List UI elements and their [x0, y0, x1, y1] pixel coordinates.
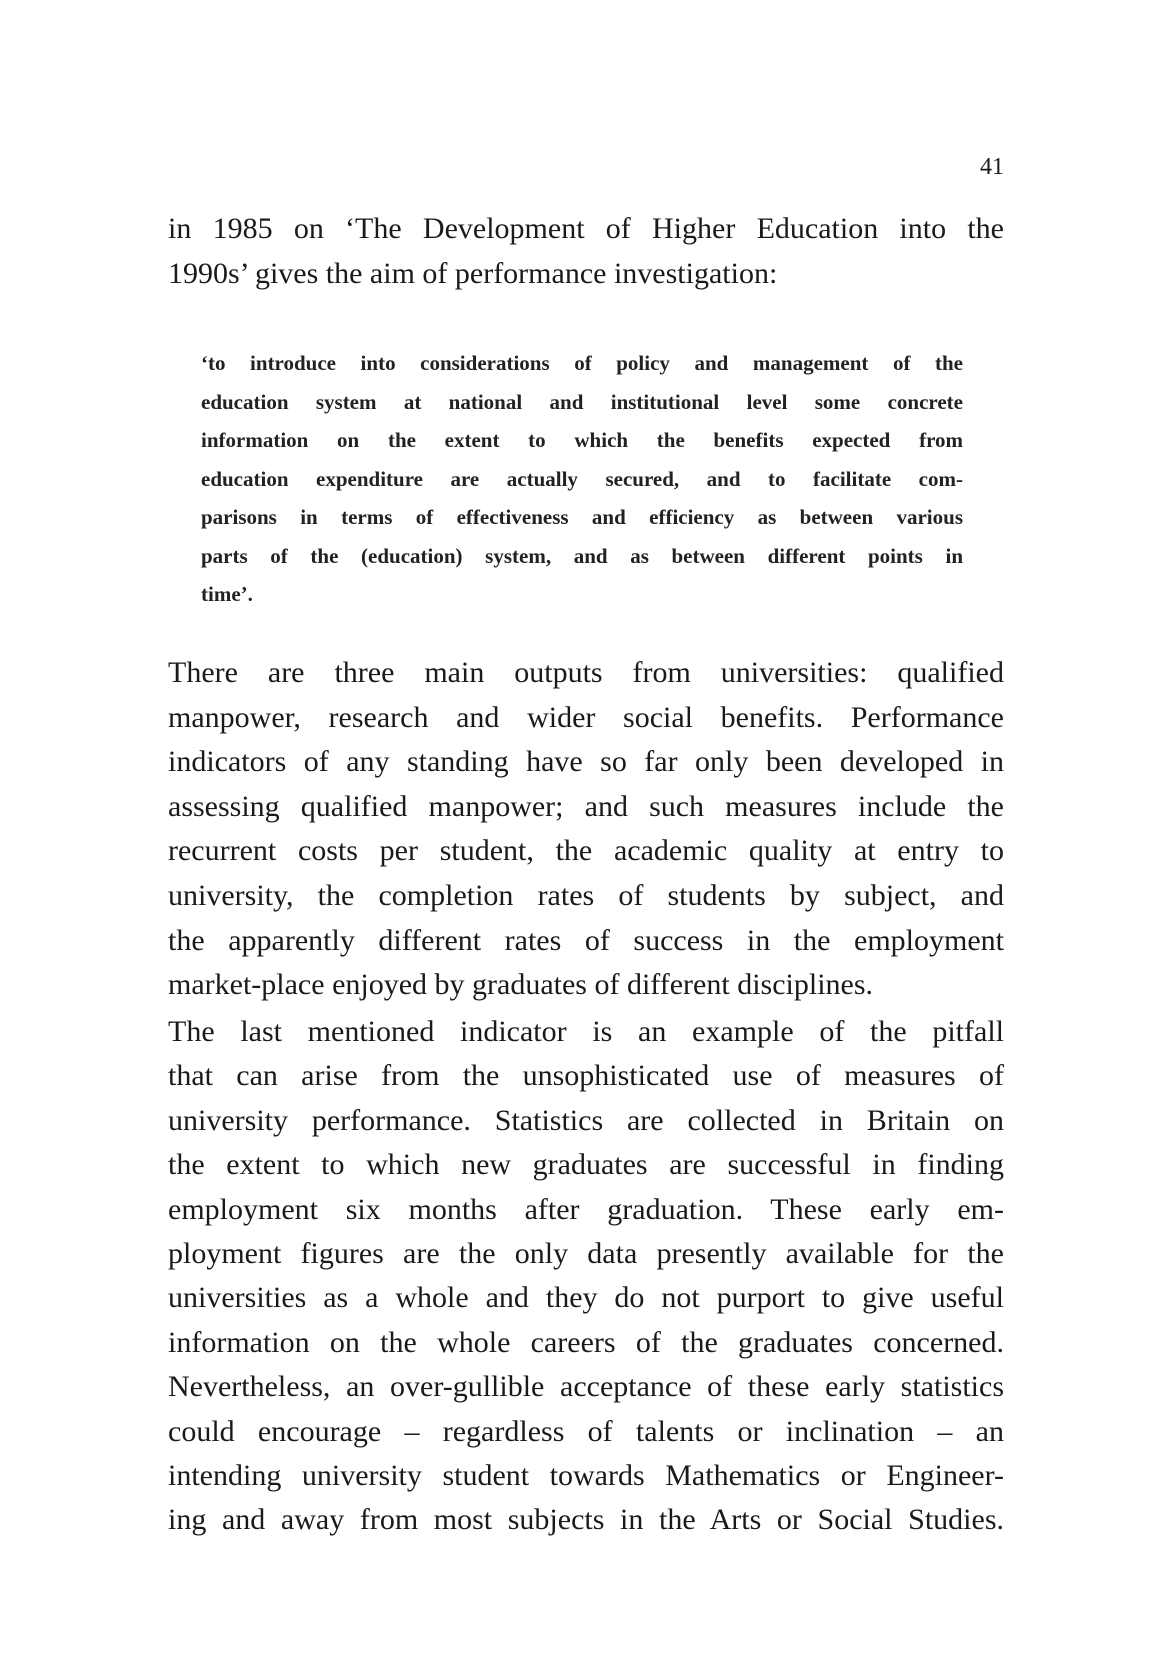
text-line: There are three main outputs from universities: qualified: [168, 656, 1004, 689]
text-line: recurrent costs per student, the academic quality at entry to: [168, 834, 1004, 868]
quote-line: time’.: [201, 582, 253, 606]
text-line: manpower, research and wider social benefits. Performance: [168, 700, 1004, 734]
text-line: could encourage – regardless of talents or inclination – an: [168, 1414, 1004, 1448]
text-line: information on the whole careers of the graduates concerned.: [168, 1325, 1004, 1359]
text-line: 1990s’ gives the aim of performance investigation:: [168, 257, 778, 290]
text-line: intending university student towards Mathematics or Engineer-: [168, 1459, 1004, 1493]
quote-line: information on the extent to which the benefits expected from: [201, 428, 963, 452]
text-line: ployment figures are the only data presently available for the: [168, 1237, 1004, 1271]
text-line: ing and away from most subjects in the Arts or Social Studies.: [168, 1503, 1004, 1537]
quote-line: parisons in terms of effectiveness and efficiency as between various: [201, 505, 963, 529]
text-line: market-place enjoyed by graduates of different disciplines.: [168, 968, 874, 1002]
text-line: university performance. Statistics are collected in Britain on: [168, 1103, 1004, 1137]
body-paragraph-outputs: [168, 651, 1004, 1008]
text-line: employment six months after graduation. These early em-: [168, 1192, 1004, 1226]
text-line: the apparently different rates of success in the employment: [168, 923, 1004, 957]
body-paragraph-pitfall: [168, 1010, 1004, 1543]
block-quote: [201, 344, 963, 614]
text-line: the extent to which new graduates are successful in finding: [168, 1148, 1004, 1182]
text-line: universities as a whole and they do not purport to give useful: [168, 1281, 1004, 1315]
intro-paragraph: [168, 206, 1004, 296]
text-line: university, the completion rates of students by subject, and: [168, 878, 1004, 912]
quote-line: ‘to introduce into considerations of policy and management of the: [201, 351, 963, 375]
text-line: that can arise from the unsophisticated use of measures of: [168, 1059, 1004, 1093]
text-line: The last mentioned indicator is an example of the pitfall: [168, 1015, 1004, 1048]
quote-line: education expenditure are actually secured, and to facilitate com-: [201, 466, 963, 491]
page-number: 41: [980, 154, 1004, 180]
text-line: indicators of any standing have so far only been developed in: [168, 745, 1004, 779]
text-line: in 1985 on ‘The Development of Higher Education into the: [168, 212, 1004, 245]
quote-line: parts of the (education) system, and as between different points in: [201, 543, 963, 568]
quote-line: education system at national and institutional level some concrete: [201, 389, 963, 414]
text-line: Nevertheless, an over-gullible acceptance of these early statistics: [168, 1370, 1004, 1404]
text-line: assessing qualified manpower; and such measures include the: [168, 789, 1004, 823]
